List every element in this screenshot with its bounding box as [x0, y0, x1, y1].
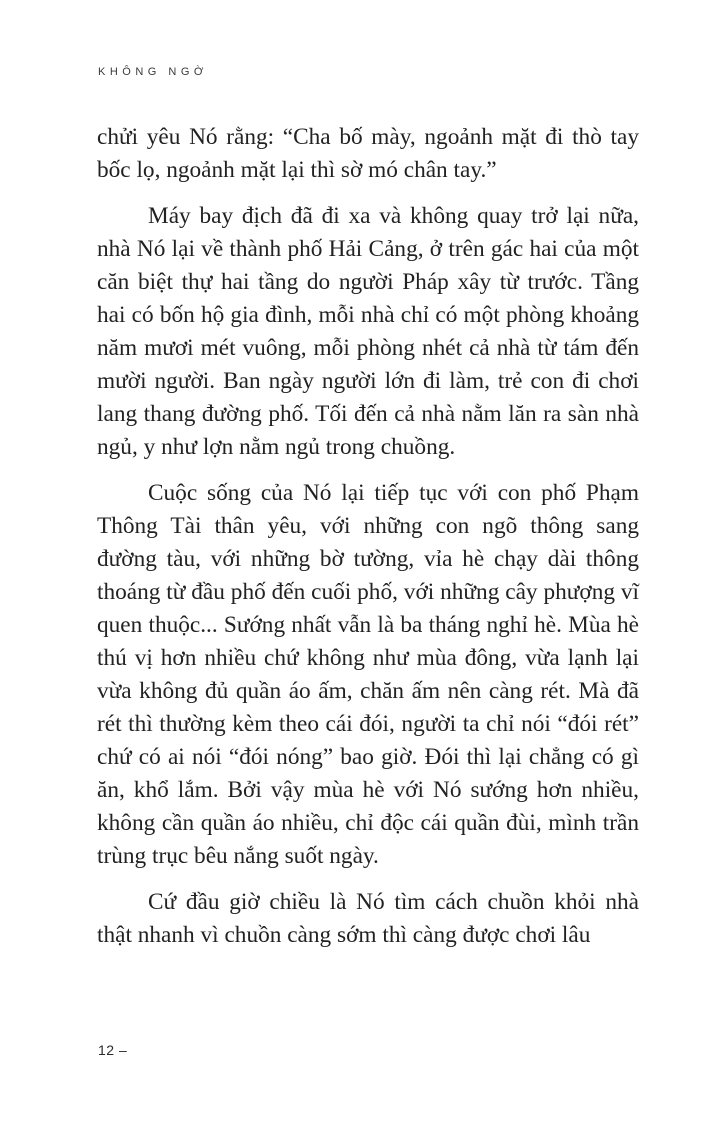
paragraph-1: chửi yêu Nó rằng: “Cha bố mày, ngoảnh mặt đi thò tay bốc lọ, ngoảnh mặt lại thì sờ mó chân tay.” — [97, 124, 639, 183]
paragraph-2: Máy bay địch đã đi xa và không quay trở lại nữa, nhà Nó lại về thành phố Hải Cảng, ở trên gác hai của một căn biệt thự hai tầng do người Pháp xây từ trước. Tầng hai có bốn hộ gia đình, mỗi nhà chỉ có một phòng khoảng năm mươi mét vuông, mỗi phòng nhét cả nhà từ tám đến mười người. Ban ngày người lớn đi làm, trẻ con đi chơi lang thang đường phố. Tối đến cả nhà nằm lăn ra sàn nhà ngủ, y như lợn nằm ngủ trong chuồng. — [97, 203, 639, 460]
page-number: 12 – — [98, 1042, 128, 1058]
paragraph-4: Cứ đầu giờ chiều là Nó tìm cách chuồn khỏi nhà thật nhanh vì chuồn càng sớm thì càng được chơi lâu — [97, 889, 639, 948]
paragraph-3: Cuộc sống của Nó lại tiếp tục với con phố Phạm Thông Tài thân yêu, với những con ngõ thông sang đường tàu, với những bờ tường, vỉa hè chạy dài thông thoáng từ đầu phố đến cuối phố, với những cây phượng vĩ quen thuộc... Sướng nhất vẫn là ba tháng nghỉ hè. Mùa hè thú vị hơn nhiều chứ không như mùa đông, vừa lạnh lại vừa không đủ quần áo ấm, chăn ấm nên càng rét. Mà đã rét thì thường kèm theo cái đói, người ta chỉ nói “đói rét” chứ có ai nói “đói nóng” bao giờ. Đói thì lại chẳng có gì ăn, khổ lắm. Bởi vậy mùa hè với Nó sướng hơn nhiều, không cần quần áo nhiều, chỉ độc cái quần đùi, mình trần trùng trục bêu nắng suốt ngày. — [97, 480, 639, 869]
running-head: KHÔNG NGỜ — [98, 66, 208, 78]
body-text — [97, 121, 639, 965]
